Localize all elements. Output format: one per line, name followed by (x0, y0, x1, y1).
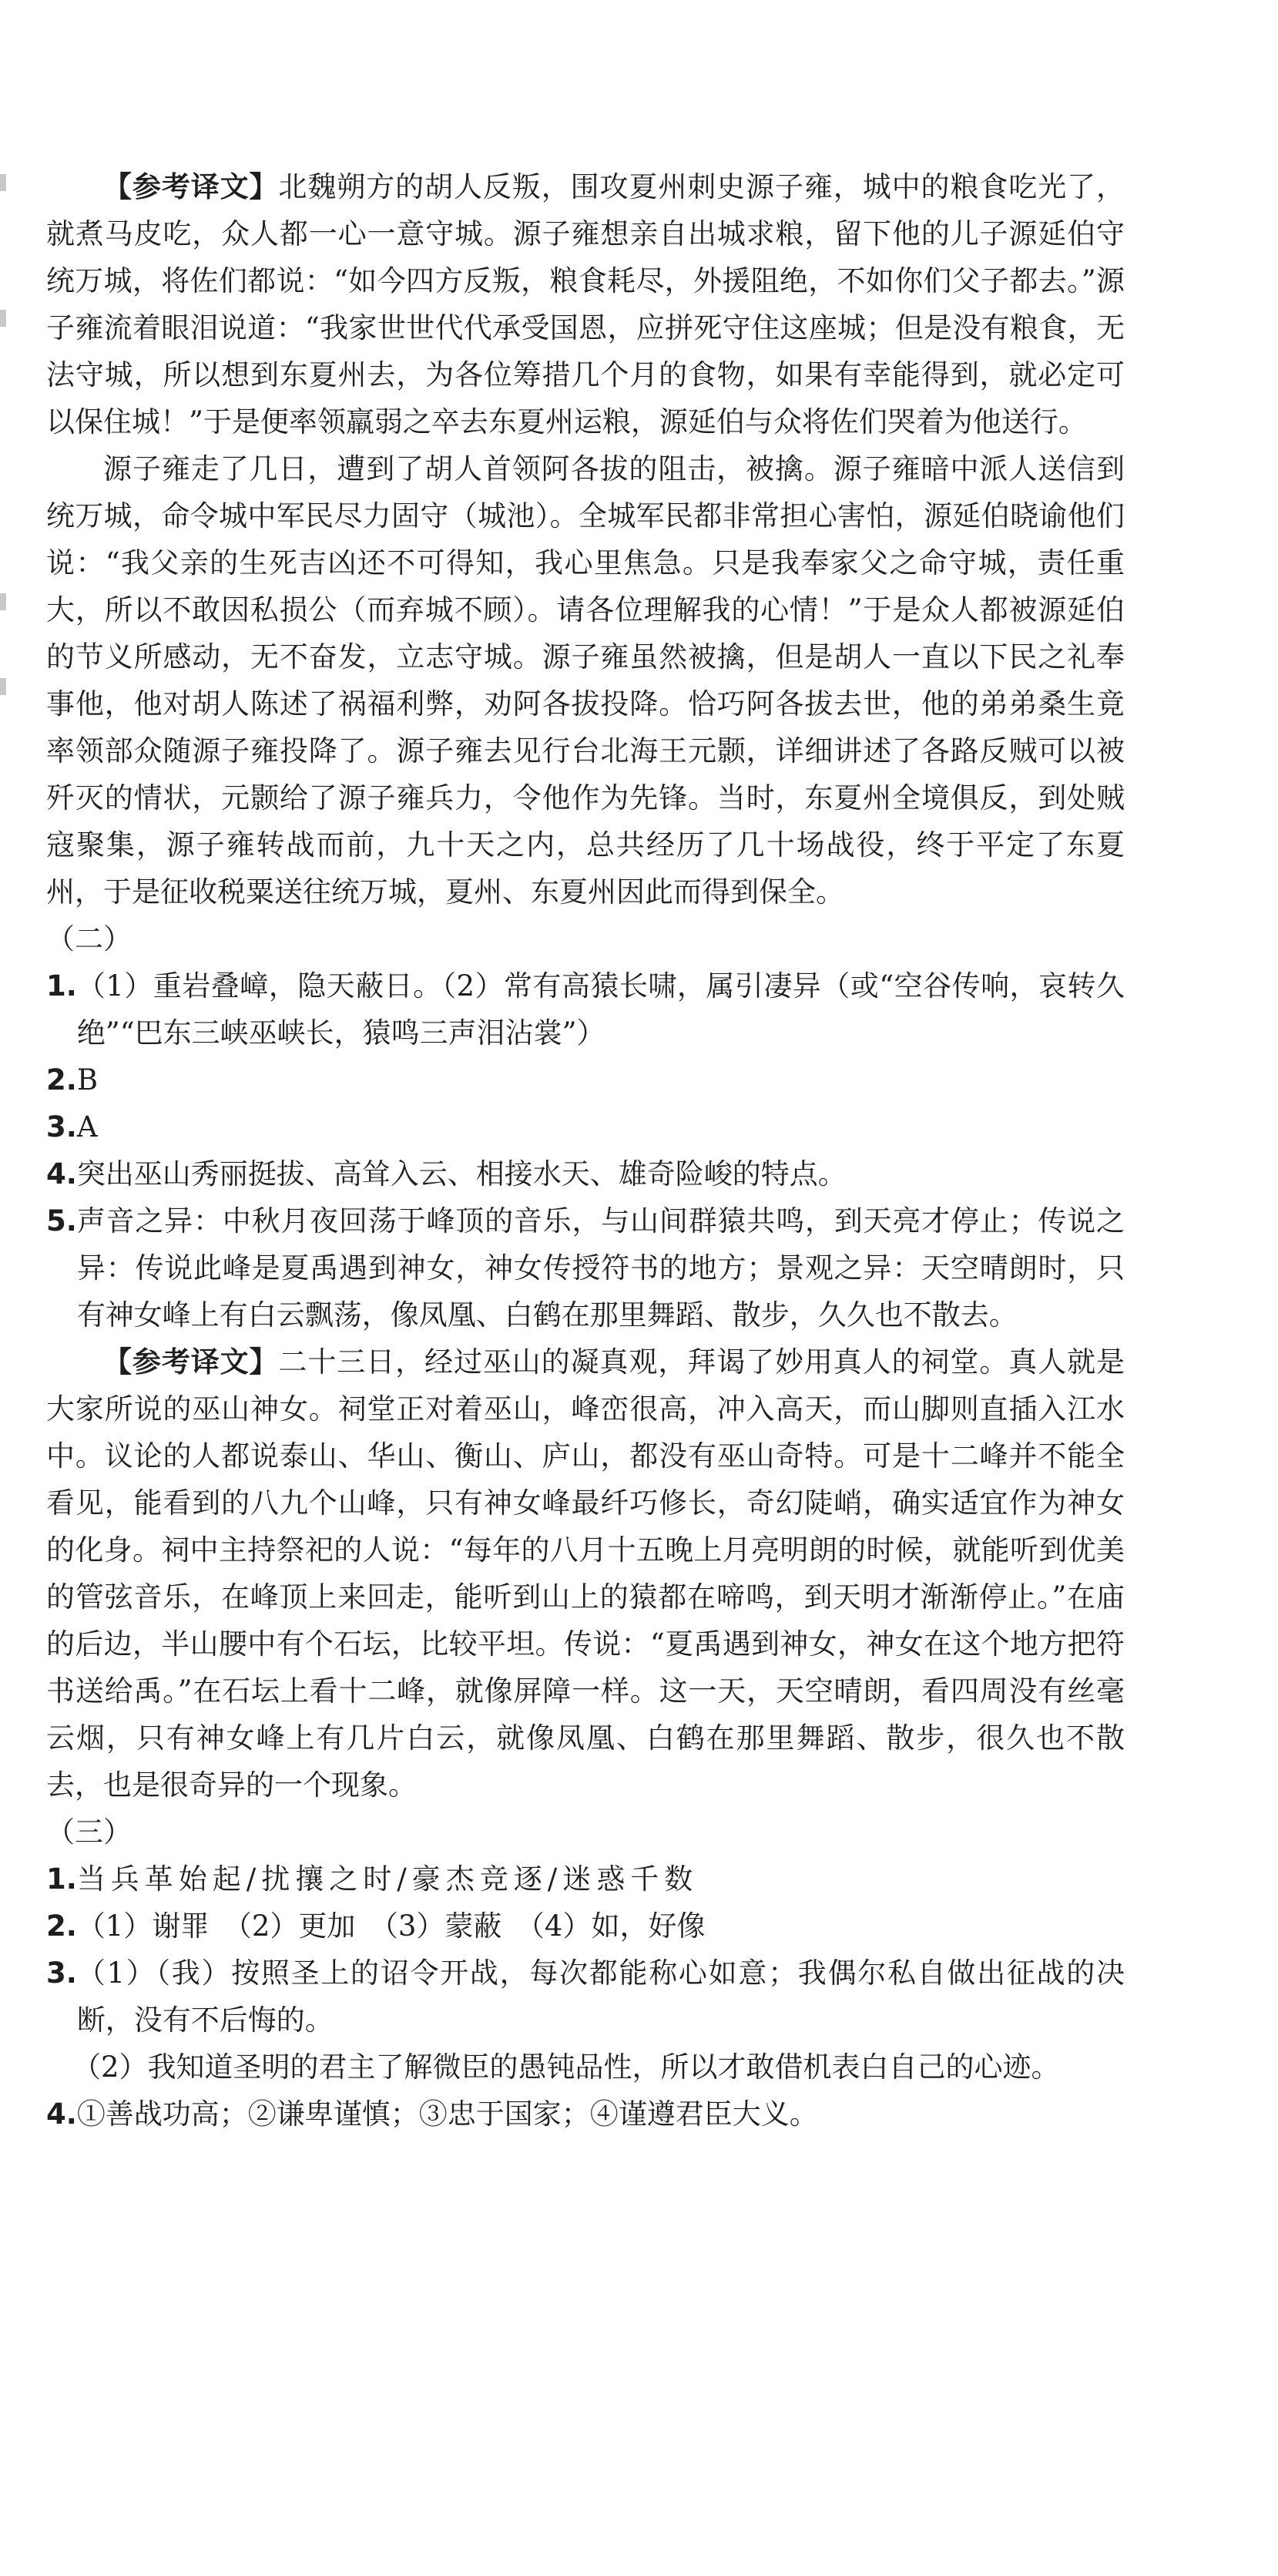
item-number: 2. (46, 1063, 77, 1097)
section-3-item-3 (46, 1950, 1125, 2044)
answer-page (46, 163, 1125, 2138)
section-3-heading: （三） (46, 1815, 132, 1849)
translation-paragraph-3 (46, 1338, 1125, 1809)
item-text: A (76, 1110, 98, 1144)
page-edge-marks (0, 162, 15, 701)
item-text: ①善战功高；②谦卑谨慎；③忠于国家；④谨遵君臣大义。 (76, 2097, 818, 2131)
translation-paragraph-2: 源子雍走了几日，遭到了胡人首领阿各拔的阻击，被擒。源子雍暗中派人送信到统万城，命令城中军民尽力固守（城池）。全城军民都非常担心害怕，源延伯晓谕他们说：“我父亲的生死吉凶还不可得知，我心里焦急。只是我奉家父之命守城，责任重大，所以不敢因私损公（而弃城不顾）。请各位理解我的心情！”于是众人都被源延伯的节义所感动，无不奋发，立志守城。源子雍虽然被擒，但是胡人一直以下民之礼奉事他，他对胡人陈述了祸福利弊，劝阿各拔投降。恰巧阿各拔去世，他的弟弟桑生竟率领部众随源子雍投降了。源子雍去见行台北海王元颢，详细讲述了各路反贼可以被歼灭的情状，元颢给了源子雍兵力，令他作为先锋。当时，东夏州全境俱反，到处贼寇聚集，源子雍转战而前，九十天之内，总共经历了几十场战役，终于平定了东夏州，于是征收税粟送往统万城，夏州、东夏州因此而得到保全。 (46, 452, 1125, 908)
section-2-item-4 (46, 1150, 1125, 1197)
reference-translation-label: 【参考译文】 (103, 170, 279, 203)
section-2-item-1 (46, 962, 1125, 1056)
item-number: 4. (46, 1157, 77, 1191)
item-number: 3. (46, 1110, 77, 1144)
item-text: B (76, 1063, 99, 1097)
item-text: 当兵革始起/扰攘之时/豪杰竞逐/迷惑千数 (76, 1862, 699, 1896)
section-2-item-3 (46, 1103, 1125, 1150)
item-number: 3. (46, 1956, 77, 1990)
item-text: （1）重岩叠嶂，隐天蔽日。（2）常有高猿长啸，属引凄异（或“空谷传响，哀转久绝”“巴东三峡巫峡长，猿鸣三声泪沾裳”） (76, 969, 1125, 1050)
translation-paragraph-1-text: 北魏朔方的胡人反叛，围攻夏州刺史源子雍，城中的粮食吃光了，就煮马皮吃，众人都一心一意守城。源子雍想亲自出城求粮，留下他的儿子源延伯守统万城，将佐们都说：“如今四方反叛，粮食耗尽，外援阻绝，不如你们父子都去。”源子雍流着眼泪说道：“我家世世代代承受国恩，应拼死守住这座城；但是没有粮食，无法守城，所以想到东夏州去，为各位筹措几个月的食物，如果有幸能得到，就必定可以保住城！”于是便率领羸弱之卒去东夏州运粮，源延伯与众将佐们哭着为他送行。 (46, 170, 1125, 438)
section-2-heading: （二） (46, 922, 132, 956)
section-2-item-2 (46, 1056, 1125, 1103)
section-3-item-1 (46, 1856, 1125, 1903)
section-3-item-4 (46, 2091, 1125, 2138)
translation-paragraph-3-text: 二十三日，经过巫山的凝真观，拜谒了妙用真人的祠堂。真人就是大家所说的巫山神女。祠堂正对着巫山，峰峦很高，冲入高天，而山脚则直插入江水中。议论的人都说泰山、华山、衡山、庐山，都没有巫山奇特。可是十二峰并不能全看见，能看到的八九个山峰，只有神女峰最纤巧修长，奇幻陡峭，确实适宜作为神女的化身。祠中主持祭祀的人说：“每年的八月十五晚上月亮明朗的时候，就能听到优美的管弦音乐，在峰顶上来回走，能听到山上的猿都在啼鸣，到天明才渐渐停止。”在庙的后边，半山腰中有个石坛，比较平坦。传说：“夏禹遇到神女，神女在这个地方把符书送给禹。”在石坛上看十二峰，就像屏障一样。这一天，天空晴朗，看四周没有丝毫云烟，只有神女峰上有几片白云，就像凤凰、白鹤在那里舞蹈、散步，很久也不散去，也是很奇异的一个现象。 (46, 1345, 1125, 1802)
item-text: 突出巫山秀丽挺拔、高耸入云、相接水天、雄奇险峻的特点。 (76, 1157, 847, 1191)
section-2-item-5 (46, 1197, 1125, 1338)
section-3-item-2 (46, 1903, 1125, 1950)
reference-translation-label: 【参考译文】 (103, 1345, 279, 1379)
item-text: 声音之异：中秋月夜回荡于峰顶的音乐，与山间群猿共鸣，到天亮才停止；传说之异：传说此峰是夏禹遇到神女，神女传授符书的地方；景观之异：天空晴朗时，只有神女峰上有白云飘荡，像凤凰、白鹤在那里舞蹈、散步，久久也不散去。 (76, 1204, 1125, 1332)
item-number: 4. (46, 2097, 77, 2131)
item-number: 1. (46, 1862, 77, 1896)
translation-paragraph-1 (46, 163, 1125, 445)
item-number: 1. (46, 969, 77, 1003)
item-number: 5. (46, 1204, 77, 1238)
item-text: （1）（我）按照圣上的诏令开战，每次都能称心如意；我偶尔私自做出征战的决断，没有不后悔的。 (76, 1956, 1125, 2037)
item-number: 2. (46, 1909, 77, 1943)
section-3-item-3-part-2: （2）我知道圣明的君主了解微臣的愚钝品性，所以才敢借机表白自己的心迹。 (72, 2050, 1060, 2084)
item-text: （1）谢罪 （2）更加 （3）蒙蔽 （4）如，好像 (76, 1909, 706, 1943)
